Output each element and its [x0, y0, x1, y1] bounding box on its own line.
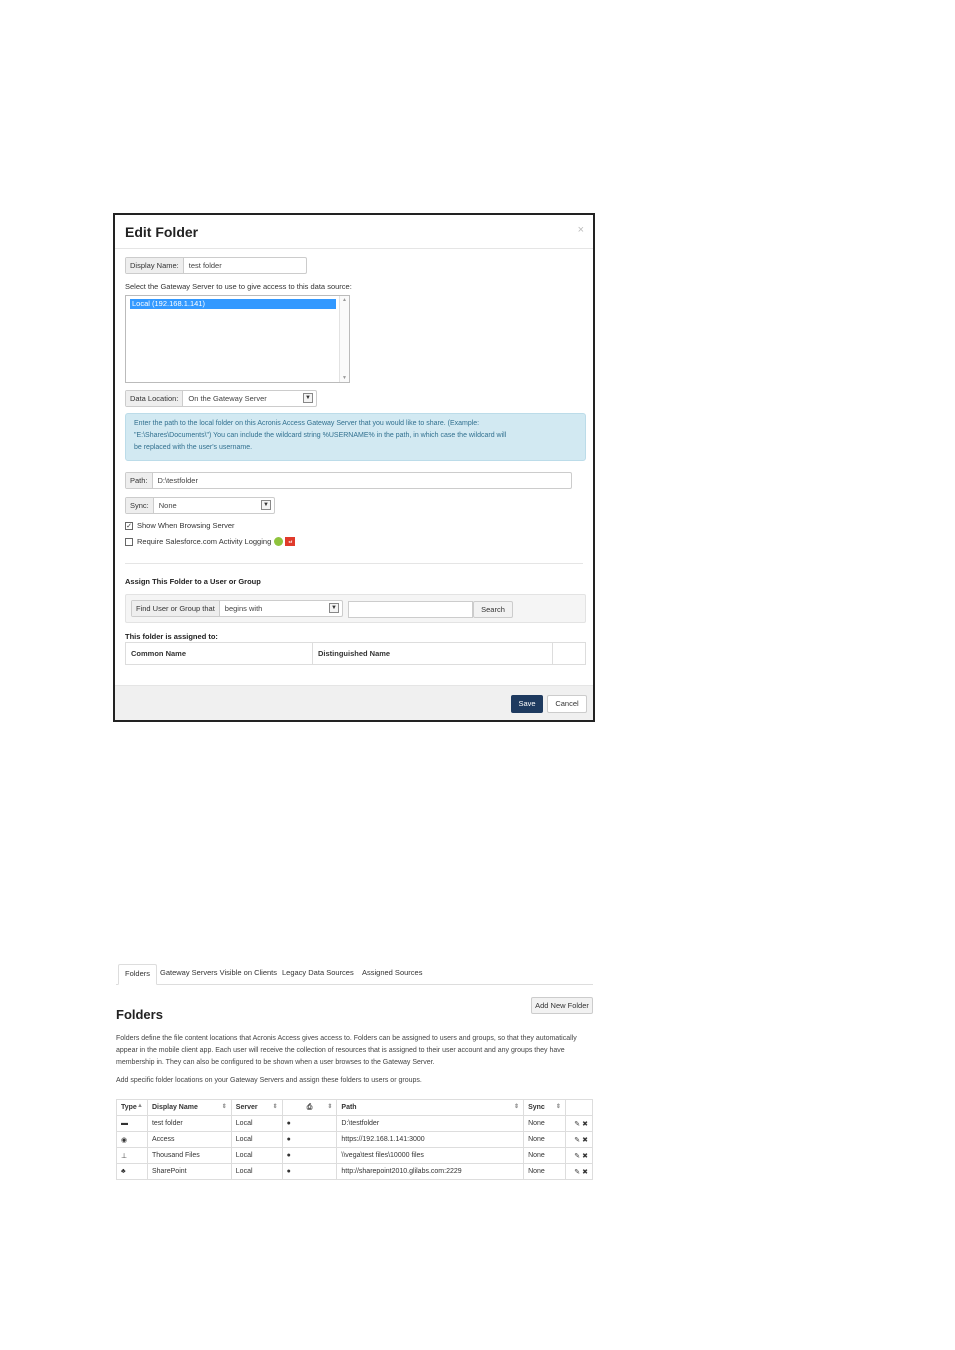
row-server: Local — [231, 1148, 282, 1164]
row-sync: None — [524, 1116, 566, 1132]
cancel-button[interactable]: Cancel — [547, 695, 587, 713]
edit-icon[interactable]: ✎ — [574, 1136, 581, 1144]
row-actions — [565, 1164, 592, 1180]
data-location-value: On the Gateway Server — [188, 394, 267, 403]
folder-icon: ▬ — [117, 1116, 148, 1132]
network-share-icon: ⊥ — [117, 1148, 148, 1164]
assigned-table — [125, 642, 586, 665]
data-location-label: Data Location: — [126, 391, 183, 406]
scroll-up-icon[interactable]: ▲ — [342, 297, 347, 303]
col-distinguished-name: Distinguished Name — [313, 643, 553, 664]
sharepoint-icon: ♣ — [117, 1164, 148, 1180]
check-circle-icon: ● — [282, 1164, 337, 1180]
chevron-down-icon[interactable]: ▼ — [329, 603, 339, 613]
col-type[interactable]: Type ▲ — [117, 1100, 148, 1116]
path-input[interactable]: D:\testfolder — [157, 476, 198, 485]
table-header-row — [117, 1100, 593, 1116]
row-name: Access — [147, 1132, 231, 1148]
path-field[interactable] — [125, 472, 572, 489]
row-path: https://192.168.1.141:3000 — [337, 1132, 524, 1148]
row-name: SharePoint — [147, 1164, 231, 1180]
sort-icon: ⇕ — [221, 1104, 227, 1110]
sync-value: None — [158, 501, 177, 510]
col-server[interactable]: Server ⇕ — [231, 1100, 282, 1116]
col-sync[interactable]: Sync ⇕ — [524, 1100, 566, 1116]
path-label: Path: — [126, 473, 153, 488]
data-location-select[interactable] — [125, 390, 317, 407]
sort-icon: ⇕ — [327, 1104, 333, 1110]
list-scrollbar[interactable] — [339, 296, 349, 382]
modal-header — [115, 215, 593, 249]
table-row — [117, 1132, 593, 1148]
row-sync: None — [524, 1148, 566, 1164]
row-name: test folder — [147, 1116, 231, 1132]
show-browsing-label: Show When Browsing Server — [137, 521, 235, 530]
delete-icon[interactable]: ✖ — [582, 1168, 588, 1176]
globe-icon: ◉ — [117, 1132, 148, 1148]
assigned-title: This folder is assigned to: — [125, 632, 218, 641]
row-actions — [565, 1132, 592, 1148]
sort-icon: ⇕ — [555, 1104, 561, 1110]
check-circle-icon: ● — [282, 1132, 337, 1148]
delete-icon[interactable]: ✖ — [582, 1136, 588, 1144]
display-name-field[interactable] — [125, 257, 307, 274]
page-description-2: Add specific folder locations on your Gateway Servers and assign these folders to users or groups. — [116, 1077, 422, 1084]
page-title: Folders — [116, 1007, 163, 1022]
path-info-alert — [125, 413, 586, 461]
find-operator-value: begins with — [224, 604, 263, 613]
gateway-option-selected[interactable]: Local (192.168.1.141) — [130, 299, 336, 309]
edit-icon[interactable]: ✎ — [574, 1120, 581, 1128]
check-circle-icon: ● — [282, 1148, 337, 1164]
row-actions — [565, 1148, 592, 1164]
search-button[interactable]: Search — [473, 601, 513, 618]
modal-footer — [115, 685, 593, 722]
chevron-down-icon[interactable]: ▼ — [261, 500, 271, 510]
require-sf-checkbox-row[interactable] — [125, 537, 295, 546]
require-sf-label: Require Salesforce.com Activity Logging — [137, 537, 272, 546]
row-server: Local — [231, 1132, 282, 1148]
tab-gateway-servers[interactable]: Gateway Servers Visible on Clients — [160, 968, 277, 977]
edit-folder-modal — [113, 213, 595, 722]
col-common-name: Common Name — [126, 643, 313, 664]
modal-title: Edit Folder — [125, 224, 199, 240]
table-row — [117, 1164, 593, 1180]
tab-folders[interactable]: Folders — [118, 964, 157, 985]
save-button[interactable]: Save — [511, 695, 543, 713]
col-visible[interactable] — [282, 1100, 337, 1116]
tab-legacy-data-sources[interactable]: Legacy Data Sources — [282, 968, 354, 977]
info-line: be replaced with the user's username. — [134, 444, 253, 451]
gateway-prompt: Select the Gateway Server to use to give access to this data source: — [125, 282, 352, 291]
info-line: "E:\Shares\Documents\") You can include the wildcard string %USERNAME% in the path, in which case the wildcard will — [134, 432, 507, 439]
row-server: Local — [231, 1116, 282, 1132]
sync-label: Sync: — [126, 498, 154, 513]
sync-select[interactable] — [125, 497, 275, 514]
user-search-input[interactable] — [348, 601, 473, 618]
tab-bar — [116, 960, 593, 985]
require-sf-checkbox[interactable] — [125, 538, 133, 546]
display-name-label: Display Name: — [126, 258, 184, 273]
user-search-panel — [125, 594, 586, 623]
row-name: Thousand Files — [147, 1148, 231, 1164]
col-actions — [565, 1100, 592, 1116]
row-path: D:\testfolder — [337, 1116, 524, 1132]
row-server: Local — [231, 1164, 282, 1180]
row-sync: None — [524, 1164, 566, 1180]
divider — [125, 563, 583, 564]
info-line: Enter the path to the local folder on this Acronis Access Gateway Server that you would like to share. (Example: — [134, 420, 480, 427]
delete-icon[interactable]: ✖ — [582, 1152, 588, 1160]
table-row — [117, 1148, 593, 1164]
edit-icon[interactable]: ✎ — [574, 1168, 581, 1176]
assign-title: Assign This Folder to a User or Group — [125, 577, 261, 586]
page-description — [116, 1033, 586, 1069]
edit-icon[interactable]: ✎ — [574, 1152, 581, 1160]
salesforce-icon: sf — [285, 537, 295, 546]
display-name-input[interactable]: test folder — [188, 261, 222, 270]
sort-icon: ⇕ — [514, 1104, 520, 1110]
folders-page — [116, 960, 594, 1185]
show-browsing-checkbox[interactable]: ✓ — [126, 522, 132, 530]
table-row — [117, 1116, 593, 1132]
gateway-server-list[interactable] — [125, 295, 350, 383]
show-browsing-checkbox-row[interactable] — [125, 521, 235, 530]
row-actions — [565, 1116, 592, 1132]
chevron-down-icon[interactable]: ▼ — [303, 393, 313, 403]
col-path[interactable]: Path ⇕ — [337, 1100, 524, 1116]
android-icon — [274, 537, 283, 546]
add-new-folder-button[interactable]: Add New Folder — [531, 997, 593, 1014]
folders-table — [116, 1099, 593, 1180]
check-circle-icon: ● — [282, 1116, 337, 1132]
tab-assigned-sources[interactable]: Assigned Sources — [362, 968, 423, 977]
sort-asc-icon: ▲ — [137, 1103, 143, 1109]
row-path: \\vega\test files\10000 files — [337, 1148, 524, 1164]
row-path: http://sharepoint2010.glilabs.com:2229 — [337, 1164, 524, 1180]
scroll-down-icon[interactable]: ▼ — [342, 375, 347, 381]
close-icon[interactable]: × — [577, 224, 584, 236]
find-label: Find User or Group that — [132, 601, 220, 616]
delete-icon[interactable]: ✖ — [582, 1120, 588, 1128]
col-display-name[interactable]: Display Name ⇕ — [147, 1100, 231, 1116]
printer-icon: ⎙ — [306, 1103, 313, 1111]
find-operator-select[interactable] — [131, 600, 343, 617]
row-sync: None — [524, 1132, 566, 1148]
desc-line: Folders define the file content locations that Acronis Access gives access to. Folders can be assigned to users and groups, so that they automatically — [116, 1035, 577, 1042]
sort-icon: ⇕ — [272, 1104, 278, 1110]
desc-line: appear in the mobile client app. Each user will receive the collection of resources that is assigned to their user account and any groups they have — [116, 1047, 565, 1054]
desc-line: membership in. They can also be configured to be shown when a user browses to the Gateway Server. — [116, 1059, 435, 1066]
